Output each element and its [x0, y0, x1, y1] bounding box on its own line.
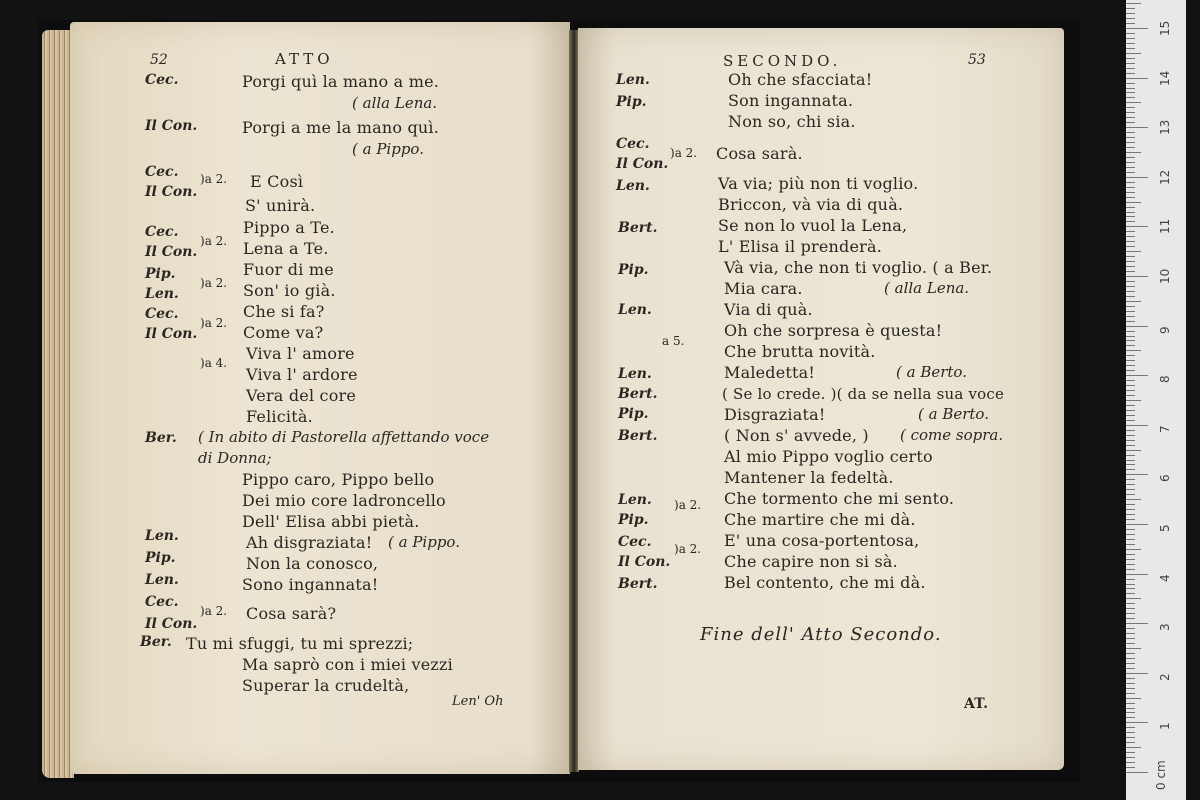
brace-label: a 2.: [204, 604, 228, 618]
ruler-number: 7: [1158, 425, 1172, 433]
ruler-tick: [1126, 688, 1135, 689]
ensemble-brace: )a 2.: [200, 234, 228, 248]
ruler-tick: [1126, 569, 1135, 570]
left-running-head: ATTO: [275, 50, 334, 68]
ruler-tick: [1126, 236, 1135, 237]
catchword: Len' Oh: [452, 694, 504, 709]
ruler-number: 12: [1158, 169, 1172, 185]
ruler-tick: [1126, 43, 1135, 44]
ruler-tick: [1126, 286, 1135, 287]
verse-line: Porgi quì la mano a me.: [242, 72, 440, 91]
stage-direction: ( a Berto.: [896, 363, 967, 381]
ruler-tick: [1126, 752, 1135, 753]
ruler-tick: [1126, 117, 1135, 118]
ruler-tick: [1126, 18, 1135, 19]
ruler-tick: [1126, 658, 1135, 659]
verse-line: Ah disgraziata!: [246, 533, 373, 552]
verse-line: Fuor di me: [243, 260, 334, 279]
ruler-tick: [1126, 3, 1141, 4]
ensemble-brace: [662, 334, 684, 348]
ruler-tick: [1126, 648, 1141, 649]
act-end-title: Fine dell' Atto Secondo.: [700, 624, 942, 645]
speaker: Il Con.: [145, 118, 198, 134]
ruler-tick: [1126, 53, 1141, 54]
brace-label: a 4.: [204, 356, 228, 370]
speaker: Il Con.: [145, 184, 198, 200]
ruler-tick: [1126, 291, 1135, 292]
ruler-tick: [1126, 712, 1135, 713]
ruler-tick: [1126, 261, 1135, 262]
verse-line: Mia cara.: [724, 279, 803, 298]
ruler-tick: [1126, 276, 1148, 277]
verse-line: Pippo a Te.: [243, 218, 335, 237]
ruler-number: 5: [1158, 524, 1172, 532]
stage-direction: ( In abito di Pastorella affettando voce: [198, 428, 490, 446]
ruler-tick: [1126, 708, 1135, 709]
brace-label: a 2.: [204, 316, 228, 330]
brace-label: a 2.: [678, 498, 702, 512]
speaker: Pip.: [618, 406, 649, 422]
speaker: Cec.: [145, 164, 179, 180]
ruler-tick: [1126, 162, 1135, 163]
ruler-tick: [1126, 663, 1135, 664]
ruler-tick: [1126, 509, 1135, 510]
ruler-tick: [1126, 450, 1141, 451]
ruler-tick: [1126, 435, 1135, 436]
speaker: Len.: [618, 302, 652, 318]
ruler-tick: [1126, 380, 1135, 381]
verse-line: Son ingannata.: [728, 91, 854, 110]
ruler-tick: [1126, 33, 1135, 34]
ruler-tick: [1126, 375, 1148, 376]
ruler-tick: [1126, 296, 1135, 297]
ruler-number: 10: [1158, 268, 1172, 284]
ruler-tick: [1126, 504, 1135, 505]
verse-line: Superar la crudeltà,: [242, 676, 410, 695]
ruler-tick: [1126, 13, 1135, 14]
ruler-tick: [1126, 693, 1135, 694]
left-page: [70, 22, 570, 774]
ruler-tick: [1126, 653, 1135, 654]
ruler-tick: [1126, 613, 1135, 614]
verse-line: E Così: [250, 172, 304, 191]
speaker: Len.: [616, 178, 650, 194]
ruler-tick: [1126, 301, 1141, 302]
verse-line: Ma saprò con i miei vezzi: [242, 655, 453, 674]
speaker: Il Con.: [618, 554, 671, 570]
ensemble-brace: )a 2.: [200, 316, 228, 330]
ruler-tick: [1126, 772, 1148, 773]
speaker: Bert.: [618, 220, 658, 236]
brace-label: a 2.: [678, 542, 702, 556]
brace-label: a 2.: [204, 234, 228, 248]
ruler-tick: [1126, 212, 1135, 213]
ruler-tick: [1126, 683, 1135, 684]
ruler-tick: [1126, 474, 1148, 475]
speaker: Ber.: [145, 430, 177, 446]
measuring-ruler: [1126, 0, 1186, 800]
right-page: [578, 28, 1064, 770]
verse-line: Che capire non si sà.: [724, 552, 898, 571]
stage-direction: ( alla Lena.: [884, 279, 970, 297]
ruler-tick: [1126, 390, 1135, 391]
verse-line: Viva l' amore: [246, 344, 355, 363]
verse-line: Cosa sarà?: [246, 604, 337, 623]
ruler-tick: [1126, 192, 1135, 193]
ensemble-brace: )a 4.: [200, 356, 228, 370]
ruler-tick: [1126, 549, 1141, 550]
speaker: Il Con.: [145, 244, 198, 260]
verse-line: Tu mi sfuggi, tu mi sprezzi;: [186, 634, 414, 653]
ruler-tick: [1126, 539, 1135, 540]
ruler-tick: [1126, 246, 1135, 247]
ruler-tick: [1126, 350, 1141, 351]
ruler-tick: [1126, 494, 1135, 495]
ruler-tick: [1126, 519, 1135, 520]
verse-line: Che brutta novità.: [724, 342, 876, 361]
verse-line: Che si fa?: [243, 302, 325, 321]
stage-direction: ( a Pippo.: [352, 140, 424, 158]
verse-line: Al mio Pippo voglio certo: [724, 447, 933, 466]
ruler-tick: [1126, 306, 1135, 307]
ruler-tick: [1126, 157, 1135, 158]
ruler-tick: [1126, 445, 1135, 446]
verse-line: Via di quà.: [724, 300, 813, 319]
ruler-tick: [1126, 534, 1135, 535]
speaker: Len.: [145, 528, 179, 544]
ruler-tick: [1126, 137, 1135, 138]
ruler-number: 2: [1158, 673, 1172, 681]
ruler-tick: [1126, 73, 1135, 74]
verse-line: Che martire che mi dà.: [724, 510, 916, 529]
ensemble-brace: )a 2.: [200, 172, 228, 186]
ensemble-brace: )a 2.: [200, 276, 228, 290]
ruler-tick: [1126, 266, 1135, 267]
speaker: Len.: [618, 366, 652, 382]
verse-line: Dei mio core ladroncello: [242, 491, 446, 510]
ruler-tick: [1126, 370, 1135, 371]
ensemble-brace: )a 2.: [200, 604, 228, 618]
ruler-tick: [1126, 216, 1135, 217]
speaker: Pip.: [616, 94, 647, 110]
ruler-tick: [1126, 281, 1135, 282]
verse-line: Mantener la fedeltà.: [724, 468, 894, 487]
ruler-tick: [1126, 340, 1135, 341]
ruler-tick: [1126, 762, 1135, 763]
verse-line: Oh che sorpresa è questa!: [724, 321, 943, 340]
ruler-tick: [1126, 345, 1135, 346]
ruler-number: 15: [1158, 20, 1172, 36]
ruler-tick: [1126, 251, 1141, 252]
ruler-tick: [1126, 757, 1135, 758]
ruler-tick: [1126, 221, 1135, 222]
ruler-tick: [1126, 405, 1135, 406]
ruler-tick: [1126, 58, 1135, 59]
speaker: Cec.: [145, 224, 179, 240]
ruler-tick: [1126, 355, 1135, 356]
catchword: AT.: [964, 696, 989, 712]
brace-label: a 2.: [204, 172, 228, 186]
verse-line: Se non lo vuol la Lena,: [718, 216, 908, 235]
verse-line: Come va?: [243, 323, 324, 342]
verse-line: Sono ingannata!: [242, 575, 379, 594]
ruler-tick: [1126, 122, 1135, 123]
ruler-tick: [1126, 271, 1135, 272]
ruler-tick: [1126, 241, 1135, 242]
ruler-number: 6: [1158, 474, 1172, 483]
ruler-tick: [1126, 623, 1148, 624]
ruler-tick: [1126, 554, 1135, 555]
ruler-tick: [1126, 8, 1135, 9]
ruler-tick: [1126, 608, 1135, 609]
ruler-tick: [1126, 23, 1135, 24]
ruler-tick: [1126, 256, 1135, 257]
ruler-tick: [1126, 618, 1135, 619]
ruler-tick: [1126, 28, 1148, 29]
verse-line: Lena a Te.: [243, 239, 329, 258]
ruler-number: 13: [1158, 119, 1172, 136]
speaker: Len.: [618, 492, 652, 508]
ruler-tick: [1126, 727, 1135, 728]
ruler-tick: [1126, 147, 1135, 148]
ruler-tick: [1126, 142, 1135, 143]
ruler-tick: [1126, 564, 1135, 565]
ruler-tick: [1126, 593, 1135, 594]
ruler-unit-label: 0 cm: [1154, 760, 1168, 790]
ruler-number: 1: [1158, 722, 1172, 731]
speaker: Bert.: [618, 428, 658, 444]
ruler-tick: [1126, 638, 1135, 639]
ruler-tick: [1126, 598, 1141, 599]
speaker: Pip.: [145, 266, 176, 282]
ruler-tick: [1126, 425, 1148, 426]
right-running-head: SECONDO.: [723, 52, 842, 70]
speaker: Il Con.: [145, 326, 198, 342]
ruler-number: 4: [1158, 573, 1172, 582]
speaker: Cec.: [145, 306, 179, 322]
ruler-tick: [1126, 603, 1135, 604]
ruler-number: 11: [1158, 219, 1172, 235]
ruler-tick: [1126, 415, 1135, 416]
ruler-tick: [1126, 544, 1135, 545]
verse-line: Oh che sfacciata!: [728, 70, 873, 89]
verse-line: Non la conosco,: [246, 554, 379, 573]
brace-label: a 5.: [662, 334, 685, 348]
ruler-tick: [1126, 455, 1135, 456]
speaker: Pip.: [618, 262, 649, 278]
stage-direction: ( a Pippo.: [388, 533, 460, 551]
verse-line: Viva l' ardore: [246, 365, 358, 384]
ruler-tick: [1126, 107, 1135, 108]
speaker: Len.: [145, 286, 179, 302]
ruler-tick: [1126, 331, 1135, 332]
verse-line: ( Se lo crede. )( da se nella sua voce: [722, 385, 1005, 403]
left-page-number: 52: [150, 52, 168, 68]
ruler-tick: [1126, 574, 1148, 575]
ruler-tick: [1126, 197, 1135, 198]
ruler-number: 3: [1158, 623, 1172, 632]
ruler-tick: [1126, 464, 1135, 465]
ruler-tick: [1126, 132, 1135, 133]
ruler-tick: [1126, 127, 1148, 128]
speaker: Pip.: [145, 550, 176, 566]
speaker: Cec.: [145, 72, 179, 88]
ruler-tick: [1126, 88, 1135, 89]
ruler-tick: [1126, 722, 1148, 723]
speaker: Bert.: [618, 576, 658, 592]
ruler-tick: [1126, 48, 1135, 49]
verse-line: Maledetta!: [724, 363, 816, 382]
speaker: Cec.: [618, 534, 652, 550]
ruler-tick: [1126, 737, 1135, 738]
ruler-tick: [1126, 207, 1135, 208]
verse-line: Felicità.: [246, 407, 313, 426]
ruler-tick: [1126, 584, 1135, 585]
ruler-tick: [1126, 747, 1141, 748]
speaker: Il Con.: [616, 156, 669, 172]
verse-line: Va via; più non ti voglio.: [718, 174, 919, 193]
verse-line: Dell' Elisa abbi pietà.: [242, 512, 420, 531]
ruler-tick: [1126, 172, 1135, 173]
ruler-tick: [1126, 430, 1135, 431]
verse-line: Disgraziata!: [724, 405, 826, 424]
ruler-tick: [1126, 678, 1135, 679]
ruler-tick: [1126, 360, 1135, 361]
ruler-tick: [1126, 365, 1135, 366]
ruler-tick: [1126, 336, 1135, 337]
speaker: Cec.: [616, 136, 650, 152]
ruler-tick: [1126, 68, 1135, 69]
ensemble-brace: )a 2.: [674, 498, 702, 512]
ruler-tick: [1126, 63, 1135, 64]
verse-line: Che tormento che mi sento.: [724, 489, 955, 508]
speaker: Il Con.: [145, 616, 198, 632]
ruler-tick: [1126, 152, 1141, 153]
ruler-tick: [1126, 588, 1135, 589]
ruler-tick: [1126, 767, 1135, 768]
ruler-tick: [1126, 202, 1141, 203]
ruler-tick: [1126, 559, 1135, 560]
stage-direction: di Donna;: [198, 449, 272, 467]
verse-line: Vera del core: [246, 386, 357, 405]
ruler-tick: [1126, 420, 1135, 421]
ruler-tick: [1126, 385, 1135, 386]
ruler-tick: [1126, 167, 1135, 168]
ruler-tick: [1126, 673, 1148, 674]
ruler-tick: [1126, 112, 1135, 113]
ruler-tick: [1126, 102, 1141, 103]
ruler-tick: [1126, 395, 1135, 396]
right-page-number: 53: [968, 52, 986, 68]
ruler-number: 8: [1158, 375, 1172, 384]
ruler-tick: [1126, 410, 1135, 411]
ruler-tick: [1126, 187, 1135, 188]
ruler-tick: [1126, 326, 1148, 327]
verse-line: L' Elisa il prenderà.: [718, 237, 883, 256]
verse-line: S' unirà.: [245, 196, 316, 215]
ruler-tick: [1126, 321, 1135, 322]
ruler-tick: [1126, 732, 1135, 733]
ruler-tick: [1126, 698, 1141, 699]
ruler-tick: [1126, 742, 1135, 743]
brace-label: a 2.: [204, 276, 228, 290]
ruler-tick: [1126, 479, 1135, 480]
ruler-tick: [1126, 97, 1135, 98]
ruler-tick: [1126, 231, 1135, 232]
speaker: Bert.: [618, 386, 658, 402]
ruler-tick: [1126, 38, 1135, 39]
ruler-tick: [1126, 92, 1135, 93]
ruler-tick: [1126, 316, 1135, 317]
ruler-tick: [1126, 579, 1135, 580]
ensemble-brace: )a 2.: [670, 146, 698, 160]
ruler-tick: [1126, 628, 1135, 629]
verse-line: Briccon, và via di quà.: [718, 195, 904, 214]
ruler-tick: [1126, 703, 1135, 704]
verse-line: Porgi a me la mano quì.: [242, 118, 440, 137]
ruler-number: 9: [1158, 325, 1172, 334]
ruler-tick: [1126, 499, 1141, 500]
ruler-tick: [1126, 524, 1148, 525]
ruler-tick: [1126, 633, 1135, 634]
ruler-tick: [1126, 83, 1135, 84]
verse-line: Son' io già.: [243, 281, 336, 300]
ruler-tick: [1126, 78, 1148, 79]
stage-direction: ( come sopra.: [900, 426, 1004, 444]
speaker: Cec.: [145, 594, 179, 610]
ruler-number: 14: [1158, 70, 1172, 86]
verse-line: Bel contento, che mi dà.: [724, 573, 926, 592]
brace-label: a 2.: [674, 146, 698, 160]
speaker: Pip.: [618, 512, 649, 528]
stage-direction: ( alla Lena.: [352, 94, 438, 112]
ruler-tick: [1126, 514, 1135, 515]
ruler-tick: [1126, 226, 1148, 227]
verse-line: E' una cosa-portentosa,: [724, 531, 920, 550]
speaker: Len.: [145, 572, 179, 588]
verse-line: Non so, chi sia.: [728, 112, 856, 131]
ruler-tick: [1126, 440, 1135, 441]
speaker: Ber.: [140, 634, 172, 650]
ruler-tick: [1126, 489, 1135, 490]
ruler-tick: [1126, 643, 1135, 644]
verse-line: Cosa sarà.: [716, 144, 803, 163]
ensemble-brace: )a 2.: [674, 542, 702, 556]
ruler-tick: [1126, 182, 1135, 183]
verse-line: ( Non s' avvede, ): [724, 426, 869, 445]
ruler-tick: [1126, 460, 1135, 461]
verse-line: Pippo caro, Pippo bello: [242, 470, 435, 489]
ruler-tick: [1126, 177, 1148, 178]
ruler-tick: [1126, 469, 1135, 470]
stage-direction: ( a Berto.: [918, 405, 989, 423]
ruler-tick: [1126, 717, 1135, 718]
ruler-tick: [1126, 529, 1135, 530]
ruler-tick: [1126, 311, 1135, 312]
speaker: Len.: [616, 72, 650, 88]
ruler-tick: [1126, 400, 1141, 401]
verse-line: Và via, che non ti voglio. ( a Ber.: [724, 258, 993, 277]
ruler-tick: [1126, 668, 1135, 669]
ruler-tick: [1126, 484, 1135, 485]
